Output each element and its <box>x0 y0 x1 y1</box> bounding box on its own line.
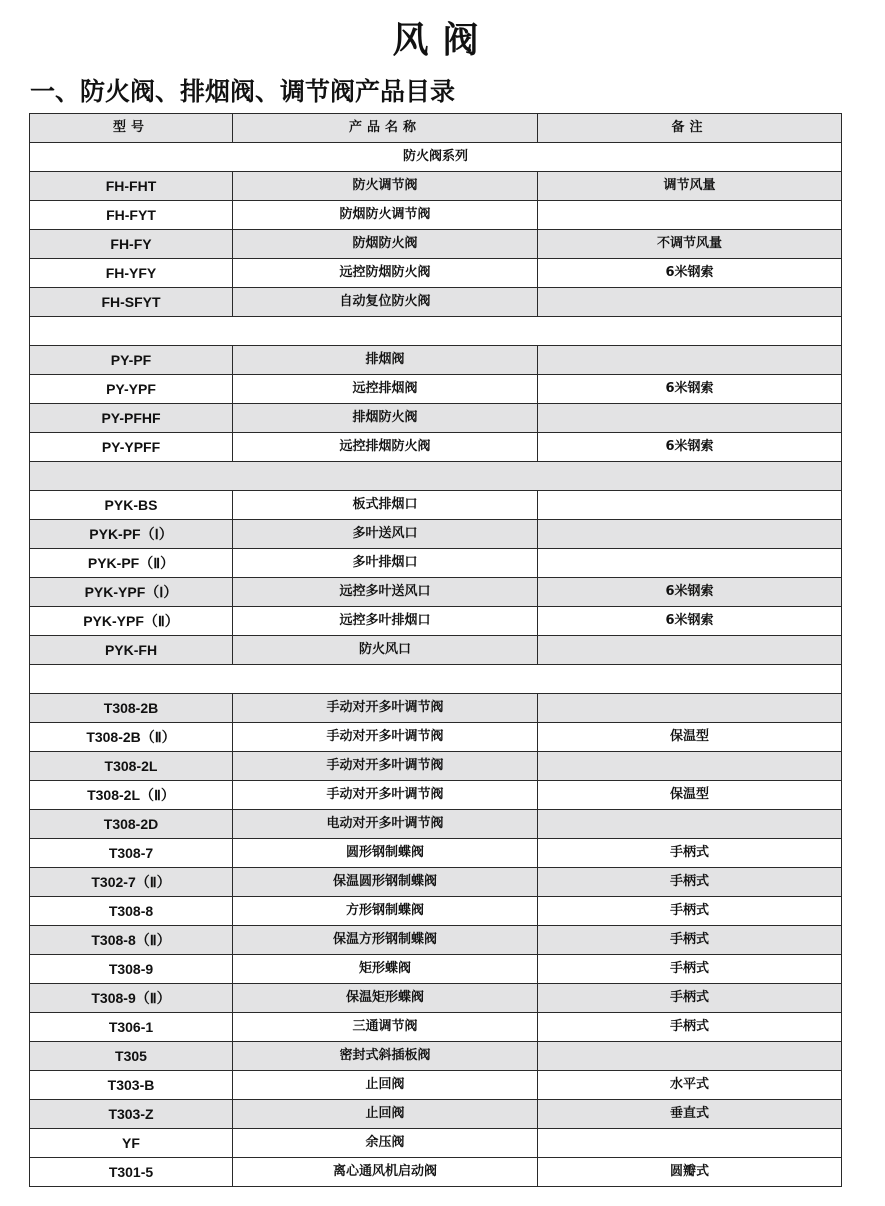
table-row <box>30 955 842 984</box>
note-cell: 6米钢索 <box>538 259 842 288</box>
model-cell: T308-7 <box>30 839 233 868</box>
table-row <box>30 810 842 839</box>
table-row <box>30 752 842 781</box>
note-cell <box>538 346 842 375</box>
note-cell: 手柄式 <box>538 984 842 1013</box>
section-heading: 一、防火阀、排烟阀、调节阀产品目录 <box>30 77 456 106</box>
model-cell: PYK-YPF（Ⅱ） <box>30 607 233 636</box>
model-cell: PY-YPFF <box>30 433 233 462</box>
product-name-cell: 防烟防火阀 <box>233 230 538 259</box>
model-cell: T308-8 <box>30 897 233 926</box>
model-cell: PY-PF <box>30 346 233 375</box>
product-name-cell: 余压阀 <box>233 1129 538 1158</box>
model-cell: YF <box>30 1129 233 1158</box>
blank-cell <box>30 462 842 491</box>
note-cell: 保温型 <box>538 781 842 810</box>
note-cell <box>538 636 842 665</box>
header-product-name: 产品名称 <box>233 114 538 143</box>
table-row <box>30 636 842 665</box>
header-note: 备注 <box>538 114 842 143</box>
table-row <box>30 781 842 810</box>
model-cell: T305 <box>30 1042 233 1071</box>
note-cell: 手柄式 <box>538 868 842 897</box>
blank-separator-row <box>30 317 842 346</box>
note-cell: 圆瓣式 <box>538 1158 842 1187</box>
product-name-cell: 手动对开多叶调节阀 <box>233 752 538 781</box>
product-name-cell: 排烟防火阀 <box>233 404 538 433</box>
table-row <box>30 520 842 549</box>
product-name-cell: 保温矩形蝶阀 <box>233 984 538 1013</box>
product-name-cell: 防火调节阀 <box>233 172 538 201</box>
note-cell <box>538 404 842 433</box>
note-cell <box>538 491 842 520</box>
product-name-cell: 保温圆形钢制蝶阀 <box>233 868 538 897</box>
table-row <box>30 1071 842 1100</box>
note-cell <box>538 520 842 549</box>
product-name-cell: 远控排烟防火阀 <box>233 433 538 462</box>
note-cell: 不调节风量 <box>538 230 842 259</box>
model-cell: T308-2L（Ⅱ） <box>30 781 233 810</box>
product-name-cell: 电动对开多叶调节阀 <box>233 810 538 839</box>
model-cell: FH-SFYT <box>30 288 233 317</box>
table-row <box>30 897 842 926</box>
note-cell <box>538 1042 842 1071</box>
product-name-cell: 圆形钢制蝶阀 <box>233 839 538 868</box>
product-name-cell: 手动对开多叶调节阀 <box>233 781 538 810</box>
model-cell: T308-2B（Ⅱ） <box>30 723 233 752</box>
model-cell: FH-FYT <box>30 201 233 230</box>
table-row <box>30 491 842 520</box>
blank-separator-row <box>30 665 842 694</box>
table-row <box>30 346 842 375</box>
table-row <box>30 433 842 462</box>
model-cell: FH-YFY <box>30 259 233 288</box>
product-name-cell: 远控多叶送风口 <box>233 578 538 607</box>
model-cell: PYK-FH <box>30 636 233 665</box>
table-row <box>30 288 842 317</box>
table-row <box>30 1013 842 1042</box>
model-cell: PY-PFHF <box>30 404 233 433</box>
table-row <box>30 404 842 433</box>
product-name-cell: 远控多叶排烟口 <box>233 607 538 636</box>
blank-cell <box>30 317 842 346</box>
product-name-cell: 方形钢制蝶阀 <box>233 897 538 926</box>
table-row <box>30 1129 842 1158</box>
model-cell: T302-7（Ⅱ） <box>30 868 233 897</box>
model-cell: PYK-PF（Ⅰ） <box>30 520 233 549</box>
product-catalog-table <box>29 113 842 1187</box>
table-row <box>30 578 842 607</box>
model-cell: FH-FHT <box>30 172 233 201</box>
model-cell: T308-2D <box>30 810 233 839</box>
table-row <box>30 694 842 723</box>
note-cell: 6米钢索 <box>538 578 842 607</box>
note-cell: 水平式 <box>538 1071 842 1100</box>
product-name-cell: 手动对开多叶调节阀 <box>233 694 538 723</box>
product-name-cell: 远控排烟阀 <box>233 375 538 404</box>
table-row <box>30 926 842 955</box>
table-row <box>30 723 842 752</box>
product-name-cell: 板式排烟口 <box>233 491 538 520</box>
table-row <box>30 1042 842 1071</box>
product-name-cell: 手动对开多叶调节阀 <box>233 723 538 752</box>
table-row <box>30 201 842 230</box>
table-row <box>30 984 842 1013</box>
model-cell: PYK-YPF（Ⅰ） <box>30 578 233 607</box>
series-row <box>30 143 842 172</box>
note-cell <box>538 810 842 839</box>
product-name-cell: 离心通风机启动阀 <box>233 1158 538 1187</box>
blank-separator-row <box>30 462 842 491</box>
note-cell: 6米钢索 <box>538 607 842 636</box>
model-cell: PYK-BS <box>30 491 233 520</box>
product-name-cell: 远控防烟防火阀 <box>233 259 538 288</box>
table-header-row <box>30 114 842 143</box>
note-cell: 垂直式 <box>538 1100 842 1129</box>
product-name-cell: 止回阀 <box>233 1100 538 1129</box>
product-name-cell: 自动复位防火阀 <box>233 288 538 317</box>
note-cell: 6米钢索 <box>538 433 842 462</box>
model-cell: T308-2B <box>30 694 233 723</box>
table-row <box>30 375 842 404</box>
product-name-cell: 防火风口 <box>233 636 538 665</box>
note-cell: 保温型 <box>538 723 842 752</box>
product-name-cell: 保温方形钢制蝶阀 <box>233 926 538 955</box>
model-cell: T303-B <box>30 1071 233 1100</box>
product-name-cell: 防烟防火调节阀 <box>233 201 538 230</box>
table-row <box>30 607 842 636</box>
model-cell: T303-Z <box>30 1100 233 1129</box>
table-row <box>30 868 842 897</box>
note-cell: 手柄式 <box>538 839 842 868</box>
product-name-cell: 三通调节阀 <box>233 1013 538 1042</box>
table-row <box>30 1158 842 1187</box>
note-cell <box>538 201 842 230</box>
table-row <box>30 549 842 578</box>
model-cell: PYK-PF（Ⅱ） <box>30 549 233 578</box>
product-name-cell: 排烟阀 <box>233 346 538 375</box>
model-cell: PY-YPF <box>30 375 233 404</box>
model-cell: FH-FY <box>30 230 233 259</box>
table-row <box>30 839 842 868</box>
header-model: 型号 <box>30 114 233 143</box>
table-row <box>30 259 842 288</box>
note-cell: 手柄式 <box>538 897 842 926</box>
note-cell <box>538 288 842 317</box>
note-cell: 手柄式 <box>538 955 842 984</box>
model-cell: T308-9（Ⅱ） <box>30 984 233 1013</box>
table-body <box>30 143 842 1187</box>
product-name-cell: 多叶送风口 <box>233 520 538 549</box>
model-cell: T308-8（Ⅱ） <box>30 926 233 955</box>
note-cell: 6米钢索 <box>538 375 842 404</box>
note-cell: 调节风量 <box>538 172 842 201</box>
model-cell: T301-5 <box>30 1158 233 1187</box>
product-name-cell: 多叶排烟口 <box>233 549 538 578</box>
table-row <box>30 1100 842 1129</box>
note-cell: 手柄式 <box>538 1013 842 1042</box>
model-cell: T308-9 <box>30 955 233 984</box>
note-cell: 手柄式 <box>538 926 842 955</box>
model-cell: T306-1 <box>30 1013 233 1042</box>
product-name-cell: 密封式斜插板阀 <box>233 1042 538 1071</box>
model-cell: T308-2L <box>30 752 233 781</box>
note-cell <box>538 1129 842 1158</box>
blank-cell <box>30 665 842 694</box>
product-name-cell: 止回阀 <box>233 1071 538 1100</box>
note-cell <box>538 694 842 723</box>
table-row <box>30 230 842 259</box>
product-name-cell: 矩形蝶阀 <box>233 955 538 984</box>
series-label: 防火阀系列 <box>30 143 842 172</box>
note-cell <box>538 549 842 578</box>
table-row <box>30 172 842 201</box>
page-title: 风阀 <box>392 20 493 61</box>
note-cell <box>538 752 842 781</box>
